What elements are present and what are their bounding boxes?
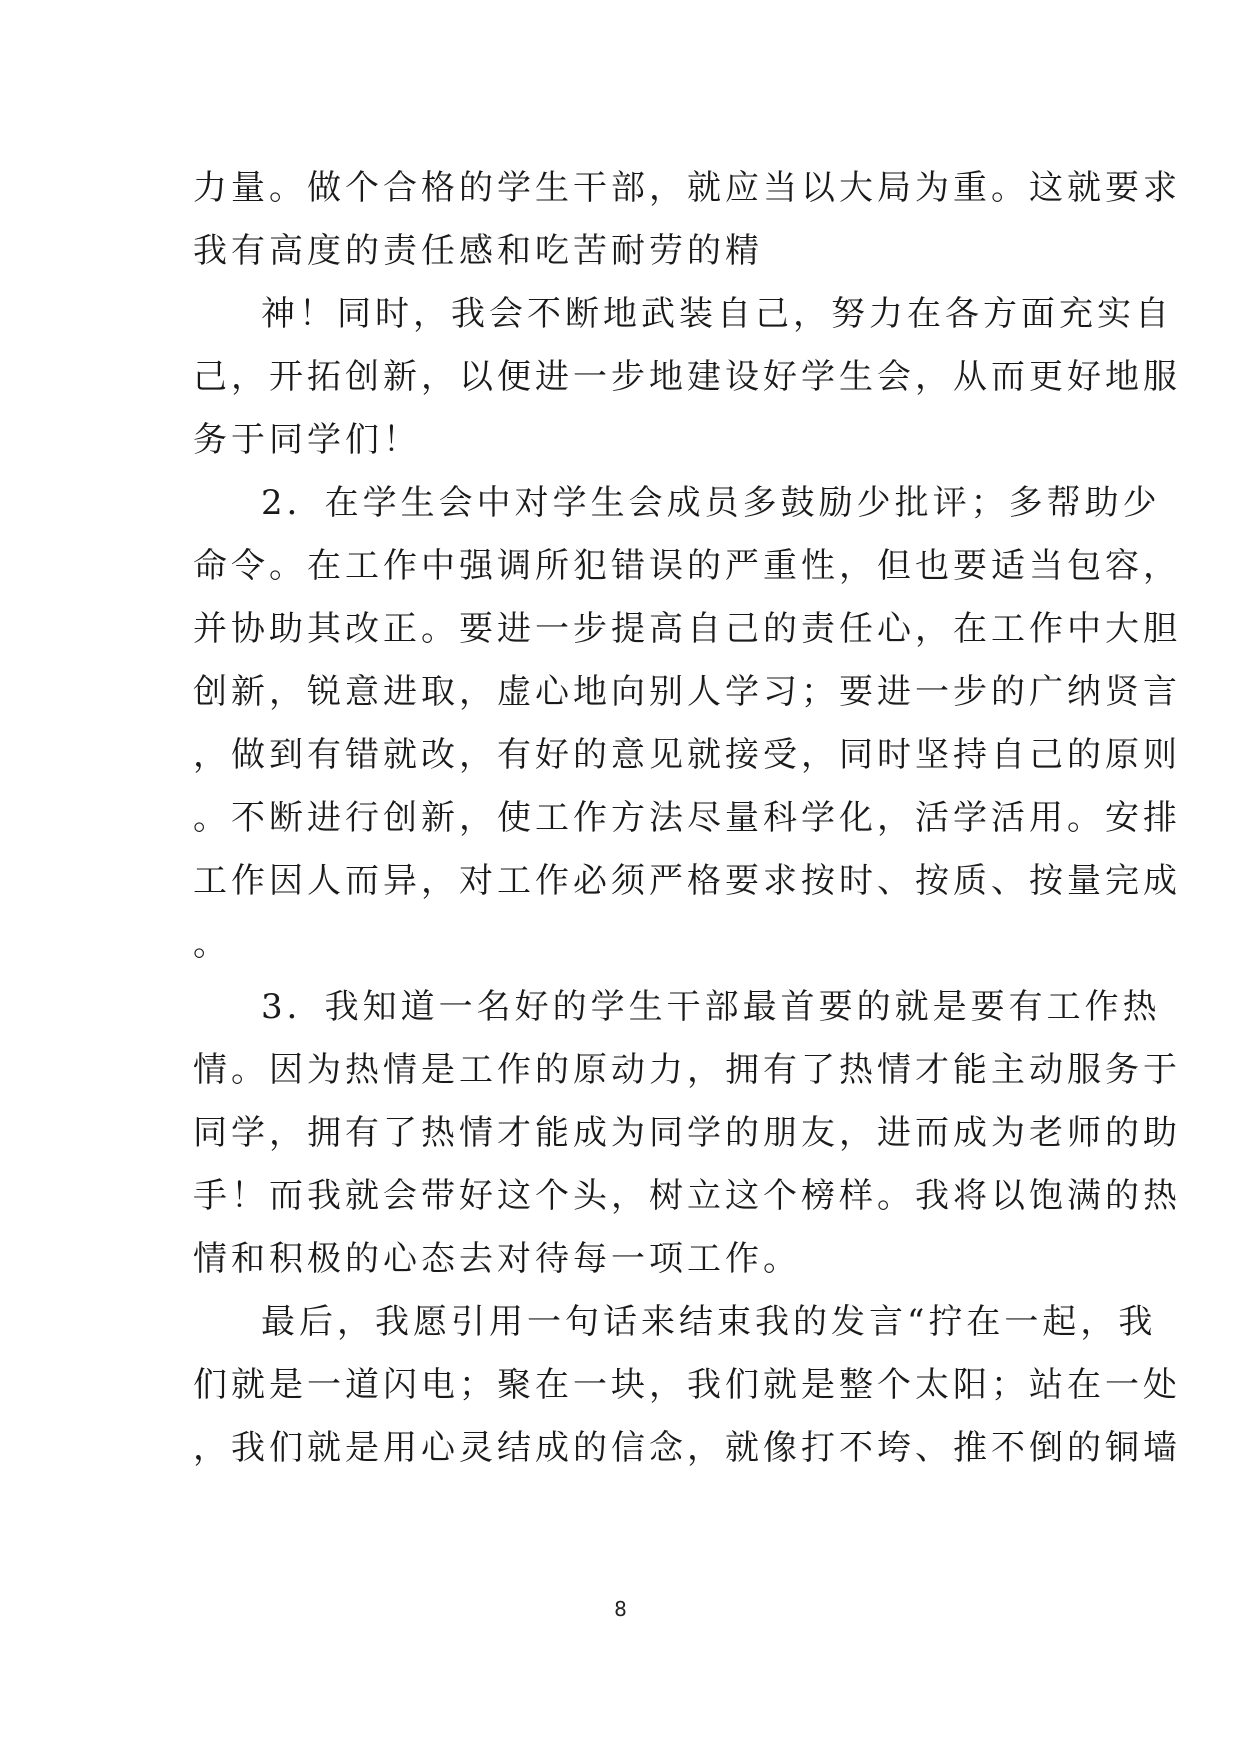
text-line: 们就是一道闪电；聚在一块，我们就是整个太阳；站在一处 [193, 1365, 1181, 1405]
text-line: 我有高度的责任感和吃苦耐劳的精 [193, 231, 763, 271]
text-line: 手！而我就会带好这个头，树立这个榜样。我将以饱满的热 [193, 1176, 1181, 1216]
text-line: 情和积极的心态去对待每一项工作。 [193, 1239, 801, 1279]
text-line: 并协助其改正。要进一步提高自己的责任心，在工作中大胆 [193, 609, 1181, 649]
text-line: 力量。做个合格的学生干部，就应当以大局为重。这就要求 [193, 168, 1181, 208]
text-line: 神！同时，我会不断地武装自己，努力在各方面充实自 [261, 294, 1173, 334]
text-line: 己，开拓创新，以便进一步地建设好学生会，从而更好地服 [193, 357, 1181, 397]
text-line: 最后，我愿引用一句话来结束我的发言“拧在一起，我 [261, 1302, 1157, 1342]
text-line: 创新，锐意进取，虚心地向别人学习；要进一步的广纳贤言 [193, 672, 1181, 712]
text-line: ，做到有错就改，有好的意见就接受，同时坚持自己的原则 [193, 735, 1181, 775]
text-line: 。不断进行创新，使工作方法尽量科学化，活学活用。安排 [193, 798, 1181, 838]
page-number: 8 [614, 1597, 627, 1621]
text-line: 务于同学们！ [193, 420, 421, 460]
text-line: 同学，拥有了热情才能成为同学的朋友，进而成为老师的助 [193, 1113, 1181, 1153]
text-line: 。 [193, 924, 231, 964]
text-line: 情。因为热情是工作的原动力，拥有了热情才能主动服务于 [193, 1050, 1181, 1090]
text-line: 3．我知道一名好的学生干部最首要的就是要有工作热 [261, 987, 1161, 1027]
text-line: 2．在学生会中对学生会成员多鼓励少批评；多帮助少 [261, 483, 1161, 523]
text-line: 工作因人而异，对工作必须严格要求按时、按质、按量完成 [193, 861, 1181, 901]
text-line: 命令。在工作中强调所犯错误的严重性，但也要适当包容， [193, 546, 1181, 586]
text-line: ，我们就是用心灵结成的信念，就像打不垮、推不倒的铜墙 [193, 1428, 1181, 1468]
